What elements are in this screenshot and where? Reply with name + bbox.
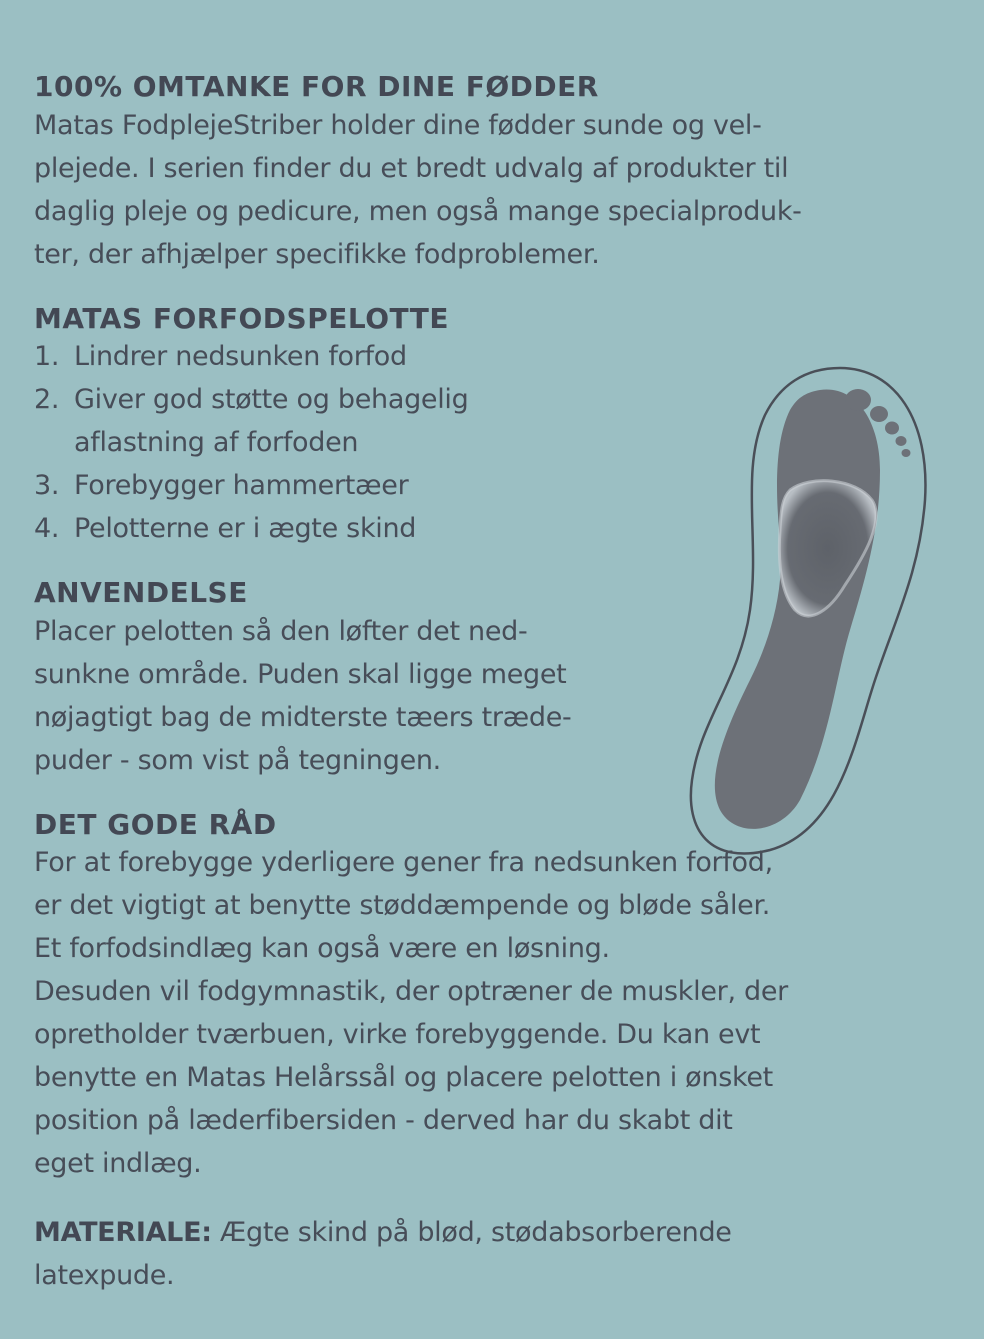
usage-text: Placer pelotten så den løfter det ned- sunkne område. Puden skal ligge meget nøjagtigt bag de midterste tæers træde- puder - som vist på tegningen.: [34, 615, 572, 776]
list-item: [34, 507, 654, 550]
list-item-number: 2.: [34, 384, 60, 416]
toe-icon: [902, 449, 911, 457]
benefit-list: [34, 335, 654, 550]
metatarsal-pad: [779, 481, 876, 616]
material-paragraph: [34, 1211, 954, 1297]
material-section: [34, 1211, 954, 1297]
insole-foot-illustration: [680, 360, 940, 860]
list-item-text: Giver god støtte og behagelig aflastning af forfoden: [74, 384, 469, 459]
product-section: [34, 302, 654, 551]
usage-heading: ANVENDELSE: [34, 576, 248, 610]
product-heading: MATAS FORFODSPELOTTE: [34, 301, 449, 335]
list-item-number: 4.: [34, 513, 60, 545]
usage-section: [34, 576, 654, 782]
material-text: Ægte skind på blød, stødabsorberende latexpude.: [34, 1217, 732, 1292]
toe-icon: [896, 436, 907, 446]
material-heading: MATERIALE:: [34, 1217, 212, 1249]
advice-heading: DET GODE RÅD: [34, 807, 277, 841]
intro-section: [34, 70, 954, 276]
toe-icon: [845, 389, 871, 411]
toe-icon: [870, 406, 888, 422]
list-item: [34, 335, 654, 378]
list-item-number: 1.: [34, 341, 60, 373]
list-item-text: Pelotterne er i ægte skind: [74, 513, 417, 545]
list-item: [34, 378, 654, 464]
toe-icon: [885, 422, 899, 435]
advice-text: For at forebygge yderligere gener fra nedsunken forfod, er det vigtigt at benytte støddæmpende og bløde såler. Et forfodsindlæg kan også være en løsning. Desuden vil fodgymnastik, der optræner de muskler, der opretholder tværbuen, virke forebyggende. Du kan evt benytte en Matas Helårssål og placere pelotten i ønsket position på læderfibersiden - derved har du skabt dit eget indlæg.: [34, 847, 788, 1180]
list-item: [34, 464, 654, 507]
intro-text: Matas FodplejeStriber holder dine fødder sunde og vel- plejede. I serien finder du et bredt udvalg af produkter til daglig pleje og pedicure, men også mange specialproduk- ter, der afhjælper specifikke fodproblemer.: [34, 109, 802, 270]
advice-section: [34, 808, 954, 1186]
intro-heading: 100% OMTANKE FOR DINE FØDDER: [34, 70, 599, 103]
list-item-text: Lindrer nedsunken forfod: [74, 341, 407, 373]
list-item-text: Forebygger hammertæer: [74, 470, 409, 502]
list-item-number: 3.: [34, 470, 60, 502]
